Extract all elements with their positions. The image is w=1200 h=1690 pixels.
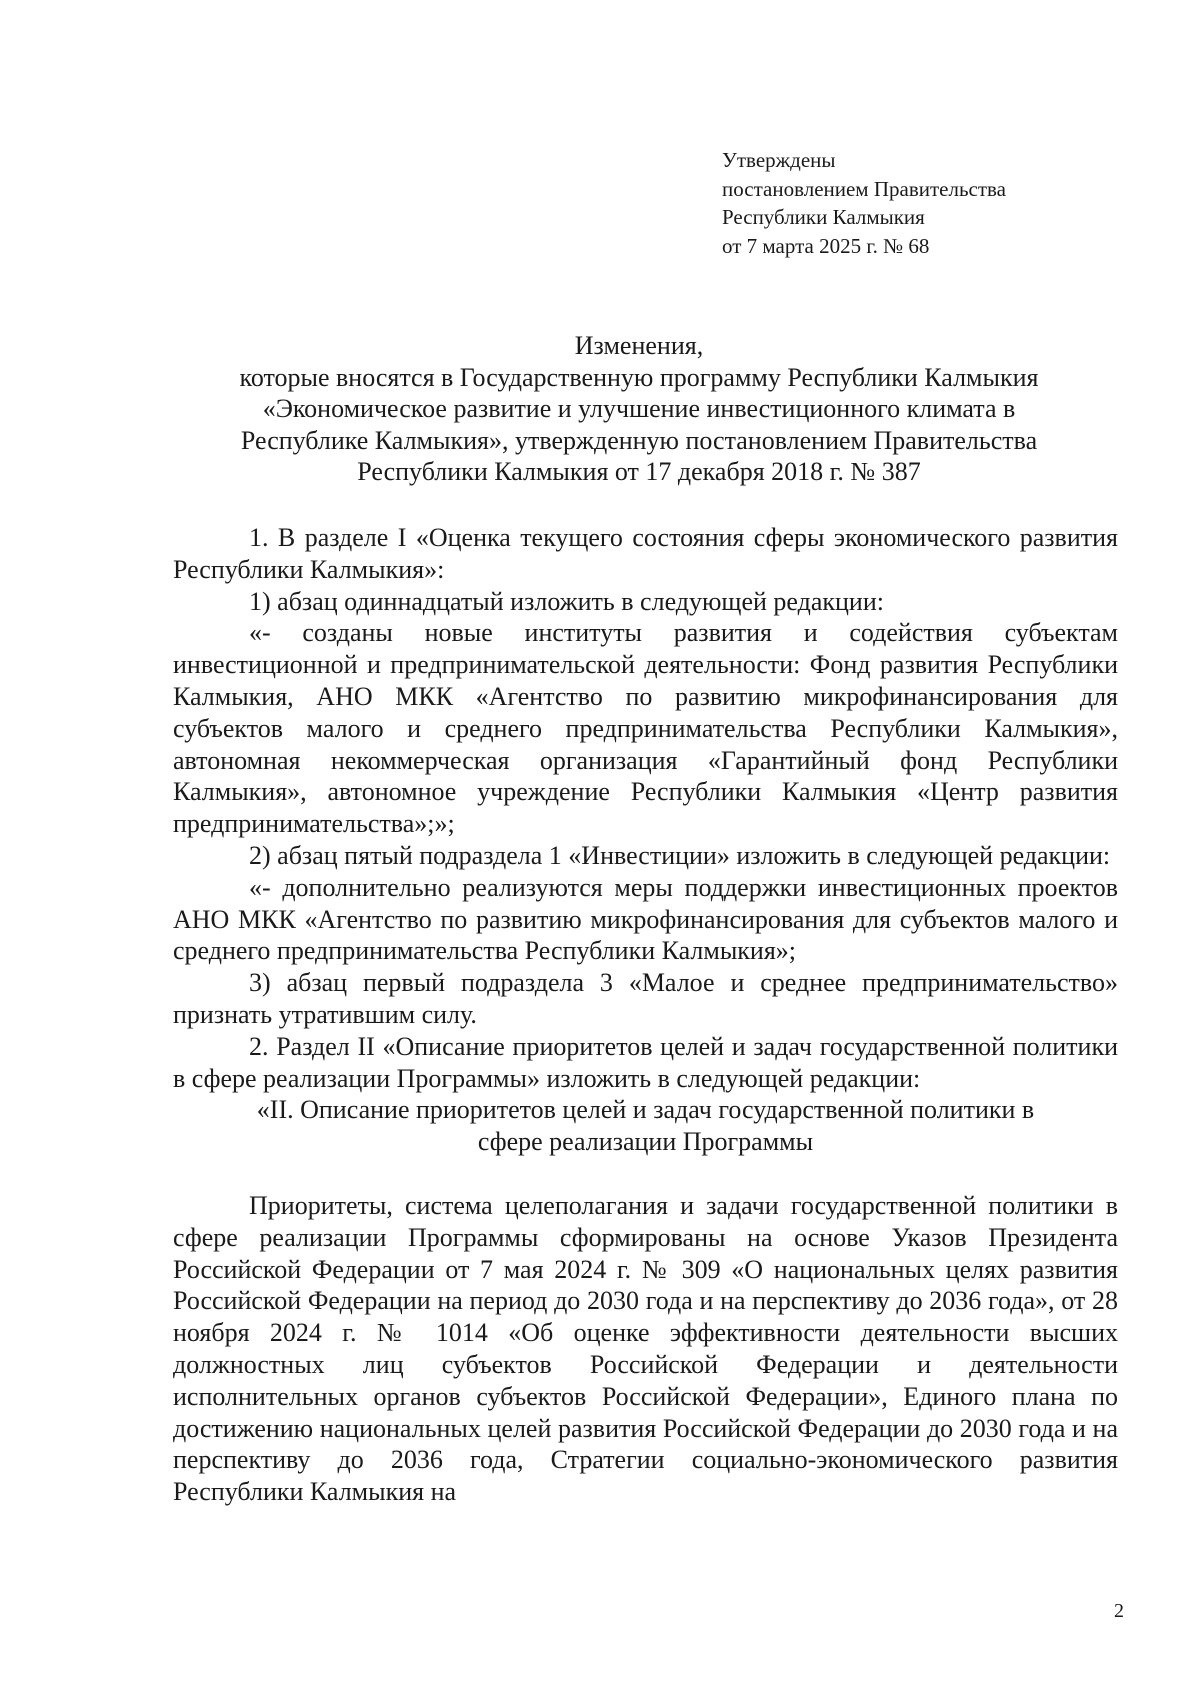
page-number: 2: [1114, 1600, 1124, 1622]
paragraph-3: Приоритеты, система целеполагания и задачи государственной политики в сфере реализации Программы сформированы на основе Указов Президента Российской Федерации от 7 мая 2024 г. № 309 «О национальных целях развития Российской Федерации на период до 2030 года и на перспективу до 2036 года», от 28 ноября 2024 г. № 1014 «Об оценке эффективности деятельности высших должностных лиц субъектов Российской Федерации и деятельности исполнительных органов субъектов Российской Федерации», Единого плана по достижению национальных целей развития Российской Федерации до 2030 года и на перспективу до 2036 года, Стратегии социально-экономического развития Республики Калмыкия на: [173, 1190, 1118, 1507]
section-heading-line: сфере реализации Программы: [477, 1127, 814, 1157]
section-heading: [173, 1094, 1118, 1158]
document-title: [160, 330, 1118, 488]
paragraph-1: 1. В разделе I «Оценка текущего состояния сферы экономического развития Республики Калмыкия»:: [173, 523, 1118, 584]
title-line: Изменения,: [574, 331, 704, 360]
title-line: которые вносятся в Государственную программу Республики Калмыкия: [239, 362, 1039, 392]
paragraph-1-item-2-text: «- дополнительно реализуются меры поддержки инвестиционных проектов АНО МКК «Агентство по развитию микрофинансирования для субъектов малого и среднего предпринимательства Республики Калмыкия»;: [173, 872, 1118, 966]
approval-block: [722, 146, 1006, 260]
approval-line: Утверждены: [722, 148, 836, 172]
paragraph-2: 2. Раздел II «Описание приоритетов целей и задач государственной политики в сфере реализации Программы» изложить в следующей редакции:: [173, 1031, 1118, 1093]
section-heading-line: «II. Описание приоритетов целей и задач государственной политики в: [256, 1095, 1035, 1125]
title-line: Республики Калмыкия от 17 декабря 2018 г. № 387: [357, 457, 921, 486]
approval-line: постановлением Правительства: [722, 176, 1007, 201]
paragraph-1-item-1: 1) абзац одиннадцатый изложить в следующей редакции:: [249, 586, 884, 616]
paragraph-1-item-1-text: «- созданы новые институты развития и содействия субъектам инвестиционной и предпринимательской деятельности: Фонд развития Республики Калмыкия, АНО МКК «Агентство по развитию микрофинансирования для субъектов малого и среднего предпринимательства Республики Калмыкия», автономная некоммерческая организация «Гарантийный фонд Республики Калмыкия», автономное учреждение Республики Калмыкия «Центр развития предпринимательства»;»;: [173, 618, 1118, 839]
paragraph-1-item-2: 2) абзац пятый подраздела 1 «Инвестиции» изложить в следующей редакции:: [249, 840, 1111, 870]
title-line: Республике Калмыкия», утвержденную постановлением Правительства: [240, 425, 1038, 455]
title-line: «Экономическое развитие и улучшение инвестиционного климата в: [262, 394, 1016, 423]
spacer: [173, 1158, 1118, 1190]
approval-line: от 7 марта 2025 г. № 68: [722, 233, 930, 258]
paragraph-1-item-3: 3) абзац первый подраздела 3 «Малое и среднее предпринимательство» признать утратившим силу.: [173, 968, 1118, 1029]
document-body: [173, 522, 1118, 1508]
approval-line: Республики Калмыкия: [722, 205, 925, 229]
